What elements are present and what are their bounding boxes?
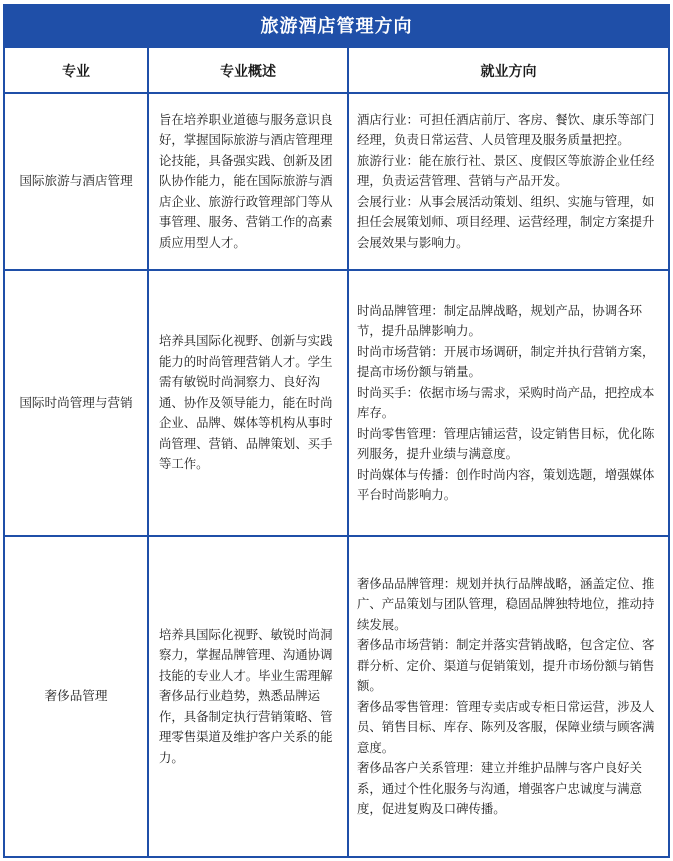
job-item: 时尚品牌管理：制定品牌战略，规划产品，协调各环节，提升品牌影响力。 — [357, 302, 642, 338]
job-item: 奢侈品市场营销：制定并落实营销战略，包含定位、客群分析、定价、渠道与促销策划，提升市场份额与销售额。 — [357, 637, 655, 693]
major-name: 奢侈品管理 — [44, 688, 108, 704]
header-major: 专业 — [62, 64, 90, 80]
header-jobs: 就业方向 — [480, 64, 537, 80]
job-item: 奢侈品零售管理：管理专卖店或专柜日常运营，涉及人员、销售目标、库存、陈列及客服，保障业绩与顾客满意度。 — [357, 698, 655, 755]
table-title: 旅游酒店管理方向 — [5, 6, 668, 48]
job-item: 时尚买手：依据市场与需求，采购时尚产品，把控成本库存。 — [357, 384, 655, 420]
job-item: 时尚零售管理：管理店铺运营，设定销售目标，优化陈列服务，提升业绩与满意度。 — [357, 425, 655, 461]
job-item: 奢侈品品牌管理：规划并执行品牌战略，涵盖定位、推广、产品策划与团队管理，稳固品牌独特地位，推动持续发展。 — [357, 575, 655, 632]
table-row-description — [149, 537, 347, 856]
table-row-jobs — [349, 271, 668, 535]
job-item: 时尚市场营销：开展市场调研，制定并执行营销方案，提高市场份额与销量。 — [357, 343, 655, 379]
job-item: 会展行业：从事会展活动策划、组织、实施与管理，如担任会展策划师、项目经理、运营经理，制定方案提升会展效果与影响力。 — [357, 193, 655, 250]
description-text: 旨在培养职业道德与服务意识良好，掌握国际旅游与酒店管理理论技能，具备强实践、创新及团队协作能力，能在国际旅游与酒店企业、旅游行政管理部门等从事管理、服务、营销工作的高素质应用型人才。 — [159, 111, 333, 250]
table-row-jobs — [349, 537, 668, 856]
header-description: 专业概述 — [220, 64, 276, 80]
major-name: 国际旅游与酒店管理 — [19, 173, 133, 189]
table-row-major — [5, 94, 147, 269]
major-name: 国际时尚管理与营销 — [19, 394, 133, 410]
job-item: 奢侈品客户关系管理：建立并维护品牌与客户良好关系，通过个性化服务与沟通，增强客户忠诚度与满意度，促进复购及口碑传播。 — [357, 760, 642, 816]
program-table — [3, 4, 670, 858]
table-row-major — [5, 271, 147, 535]
table-row-description — [149, 94, 347, 269]
job-item: 酒店行业：可担任酒店前厅、客房、餐饮、康乐等部门经理，负责日常运营、人员管理及服务质量把控。 — [357, 111, 655, 148]
description-text: 培养具国际化视野、创新与实践能力的时尚管理营销人才。学生需有敏锐时尚洞察力、良好沟通、协作及领导能力，能在时尚企业、品牌、媒体等机构从事时尚管理、营销、品牌策划、买手等工作。 — [159, 333, 333, 472]
table-row-description — [149, 271, 347, 535]
description-text: 培养具国际化视野、敏锐时尚洞察力，掌握品牌管理、沟通协调技能的专业人才。毕业生需理解奢侈品行业趋势，熟悉品牌运作，具备制定执行营销策略、管理零售渠道及维护客户关系的能力。 — [159, 626, 333, 765]
job-item: 旅游行业：能在旅行社、景区、度假区等旅游企业任经理，负责运营管理、营销与产品开发。 — [357, 152, 655, 189]
job-item: 时尚媒体与传播：创作时尚内容，策划选题，增强媒体平台时尚影响力。 — [357, 466, 655, 502]
table-row-jobs — [349, 94, 668, 269]
table-row-major — [5, 537, 147, 856]
